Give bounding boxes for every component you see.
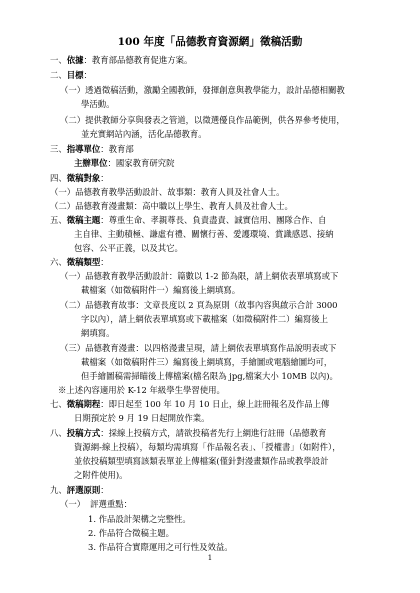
type-item — [60, 271, 338, 282]
types-note: ※上述內容適用於 K-12 年級學生學習使用。 — [58, 385, 225, 395]
item-marker: （一） — [60, 499, 86, 509]
section-text: ：教育部 — [100, 144, 134, 154]
item-text: 品德教育教學活動設計、故事類：教育人員及社會人士。 — [75, 187, 285, 197]
item-text: 品德教育教學活動設計：篇數以 1-2 節為限，請上網依表單填寫或下 — [85, 271, 339, 281]
theme-continuation: 包容、公平正義，以及其它。 — [74, 243, 183, 253]
section-text: ：即日起至 100 年 10 月 10 日止，線上註冊報名及作品上傳 — [100, 399, 330, 409]
section-text: ：教育部品德教育促進方案。 — [83, 55, 193, 65]
section-basis — [50, 55, 192, 66]
section-label: 徵稿主題 — [66, 215, 101, 225]
goal-item-continuation: 並充實網站內涵，活化品德教育。 — [81, 129, 207, 139]
type-item — [60, 300, 338, 311]
goal-item — [60, 115, 345, 126]
section-number: 三、 — [50, 144, 67, 154]
host-label: 主辦單位 — [74, 158, 108, 168]
section-label: 徵稿類型 — [66, 257, 101, 267]
criteria-item: 2. 作品符合徵稿主題。 — [88, 528, 175, 538]
item-marker: （三） — [60, 343, 86, 353]
host-text: ：國家教育研究院 — [107, 158, 175, 168]
section-label: 徵稿期程 — [66, 399, 101, 409]
section-text: ： — [100, 485, 109, 495]
section-goals — [50, 70, 92, 81]
section-number: 一、 — [50, 55, 67, 65]
type-item-continuation: 字以內），請上網依表單填寫或下載檔案（如徵稿附件二）編寫後上 — [81, 314, 329, 324]
item-marker: （一） — [60, 85, 86, 95]
section-number: 五、 — [50, 215, 67, 225]
section-schedule — [50, 399, 329, 410]
goal-item — [60, 85, 345, 96]
section-label: 徵稿對象 — [66, 173, 101, 183]
section-label: 指導單位 — [66, 144, 101, 154]
goal-item-continuation: 學活動。 — [81, 99, 115, 109]
type-item-continuation: 網填寫。 — [81, 328, 115, 338]
item-marker: （一） — [50, 187, 76, 197]
section-supervisor — [50, 144, 134, 155]
item-text: 透過徵稿活動，激勵全國教師，發揮創意與教學能力，設計品德相關教 — [85, 85, 345, 95]
section-label: 目標 — [66, 70, 84, 80]
type-item-continuation: 載檔案（如徵稿附件三）編寫後上網填寫，手繪圖或電腦繪圖均可， — [81, 357, 333, 367]
section-number: 二、 — [50, 70, 67, 80]
document-title: 100 年度「品德教育資源網」徵稿活動 — [117, 36, 303, 48]
type-item-continuation: 但手繪圖稿需掃瞄後上傳檔案(檔名限為 jpg,檔案大小 10MB 以內)。 — [81, 371, 338, 381]
section-target — [50, 173, 109, 184]
section-submission — [50, 428, 326, 439]
section-label: 依據 — [66, 55, 84, 65]
type-item-continuation: 載檔案（如徵稿附件一）編寫後上網填寫。 — [81, 285, 241, 295]
theme-continuation: 主自律、主動積極、謙虛有禮、關懷行善、愛護環境、賞識感恩、接納 — [74, 229, 334, 239]
submission-continuation: 之附件使用)。 — [74, 470, 128, 480]
section-text: ：尊重生命、孝親尊長、負責盡責、誠實信用、團隊合作、自 — [100, 215, 327, 225]
section-number: 七、 — [50, 399, 67, 409]
section-number: 六、 — [50, 257, 67, 267]
section-types — [50, 257, 109, 268]
section-label: 投稿方式 — [66, 428, 101, 438]
section-number: 八、 — [50, 428, 67, 438]
item-text: 提供教師分享與發表之管道，以徵選優良作品範例，供各界參考使用， — [85, 115, 345, 125]
item-text: 品德教育故事：文章長度以 2 頁為原則（故事內容與啟示合計 3000 — [85, 300, 338, 310]
item-marker: （二） — [50, 201, 76, 211]
item-text: 品德教育漫畫類：高中職以上學生、教育人員及社會人士。 — [75, 201, 293, 211]
submission-continuation: 並依投稿類型填寫該類表單並上傳檔案(僅針對漫畫類作品或教學設計 — [74, 456, 329, 466]
section-number: 四、 — [50, 173, 67, 183]
section-text: ： — [83, 70, 92, 80]
submission-continuation: 資源網-線上投稿），每類均需填寫「作品報名表」、「授權書」（如附件）， — [74, 442, 341, 452]
criteria-item: 3. 作品符合實際運用之可行性及效益。 — [88, 542, 233, 552]
target-item — [50, 187, 285, 198]
section-number: 九、 — [50, 485, 67, 495]
item-text: 評選重點： — [90, 499, 132, 509]
item-marker: （二） — [60, 300, 86, 310]
item-text: 品德教育漫畫：以四格漫畫呈現，請上網依表單填寫作品說明表或下 — [85, 343, 337, 353]
item-marker: （一） — [60, 271, 86, 281]
criteria-subheading — [60, 499, 132, 510]
section-text: ： — [100, 173, 109, 183]
type-item — [60, 343, 336, 354]
page-number: 1 — [207, 554, 213, 562]
target-item — [50, 201, 293, 212]
section-host — [74, 158, 175, 169]
section-text: ： — [100, 257, 109, 267]
criteria-item: 1. 作品設計架構之完整性。 — [88, 514, 191, 524]
schedule-continuation: 日期預定於 9 月 19 日起開放作業。 — [74, 413, 210, 423]
section-label: 評選原則 — [66, 485, 101, 495]
section-theme — [50, 215, 326, 226]
section-text: ：採線上投稿方式，請欲投稿者先行上網進行註冊（品德教育 — [100, 428, 327, 438]
section-criteria — [50, 485, 109, 496]
item-marker: （二） — [60, 115, 86, 125]
